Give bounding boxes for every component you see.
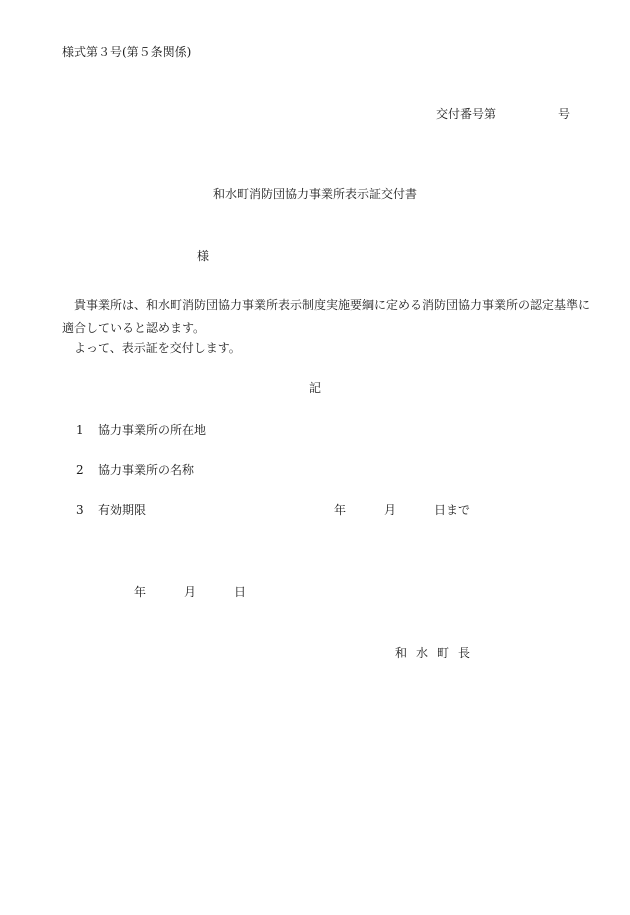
list-item: [76, 422, 206, 439]
item-label: 有効期限: [98, 503, 147, 517]
issue-number: [436, 106, 570, 123]
expiry-year: 年: [334, 503, 347, 517]
expiry-month: 月: [384, 503, 397, 517]
issue-number-suffix: 号: [558, 107, 571, 121]
item-number: 2: [76, 463, 84, 477]
item-label: 協力事業所の名称: [98, 463, 195, 477]
issue-date: [134, 584, 246, 601]
item-number: 1: [76, 423, 84, 437]
list-item: [76, 502, 146, 519]
body-paragraph-1: 貴事業所は、和水町消防団協力事業所表示制度実施要綱に定める消防団協力事業所の認定基準に適合していると認めます。: [62, 298, 591, 335]
issue-number-prefix: 交付番号第: [436, 107, 497, 121]
item-label: 協力事業所の所在地: [98, 423, 207, 437]
addressee-suffix: 様: [197, 249, 210, 263]
expiry-day: 日まで: [434, 503, 471, 517]
form-label: 様式第３号(第５条関係): [62, 45, 192, 59]
issue-day: 日: [234, 585, 247, 599]
body-paragraph-2: よって、表示証を交付します。: [74, 341, 241, 355]
issue-year: 年: [134, 585, 147, 599]
issuer-signature: 和水町長: [395, 646, 480, 660]
item-number: 3: [76, 503, 84, 517]
expiry-date: [334, 502, 470, 519]
issue-month: 月: [184, 585, 197, 599]
ki-heading: 記: [308, 381, 321, 395]
list-item: [76, 462, 194, 479]
document-title: 和水町消防団協力事業所表示証交付書: [212, 187, 417, 201]
